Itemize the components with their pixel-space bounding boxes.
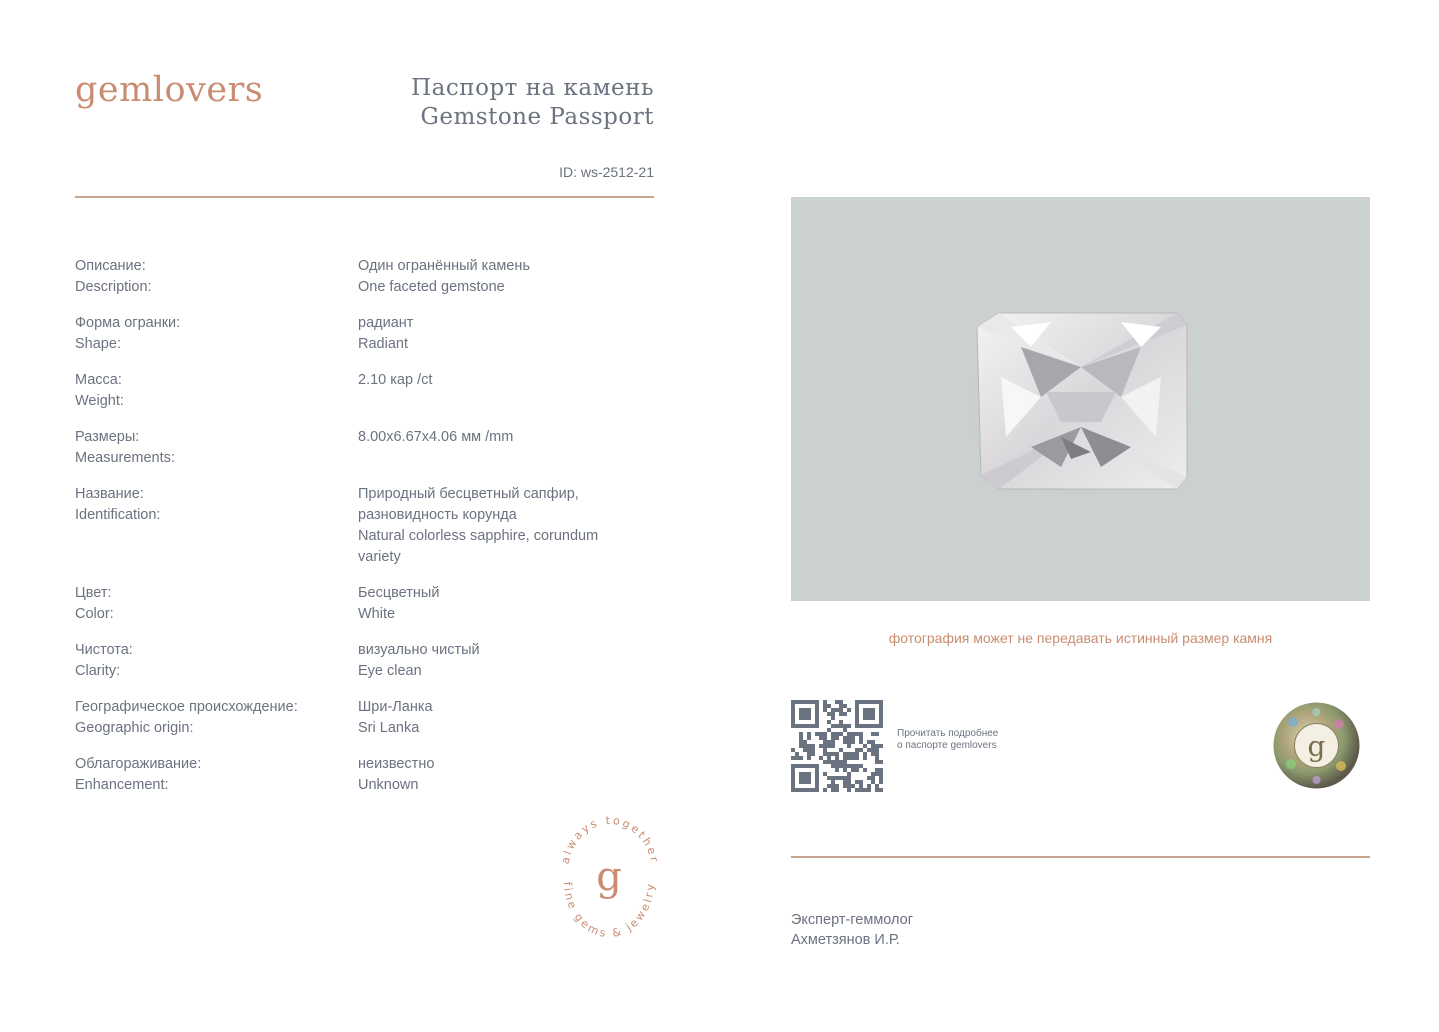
spec-value-line: White	[358, 606, 396, 622]
spec-value-line: Один огранённый камень	[358, 258, 530, 274]
spec-value	[358, 583, 648, 625]
spec-value-line: Шри-Ланка	[358, 699, 433, 715]
spec-label	[75, 370, 358, 412]
brand-stamp	[556, 812, 662, 946]
qr-caption-line1: Прочитать подробнее	[897, 728, 999, 739]
spec-label-en: Clarity:	[75, 663, 121, 679]
spec-label-en: Measurements:	[75, 450, 175, 466]
spec-label-ru: Цвет:	[75, 585, 112, 601]
spec-value-line: Unknown	[358, 777, 419, 793]
photo-disclaimer: фотография может не передавать истинный размер камня	[888, 630, 1273, 646]
spec-label-en: Color:	[75, 606, 114, 622]
gemstone-image	[791, 197, 1370, 601]
spec-label-ru: Облагораживание:	[75, 756, 202, 772]
header-divider	[75, 196, 654, 198]
spec-label-ru: Географическое происхождение:	[75, 699, 298, 715]
spec-label-en: Identification:	[75, 507, 161, 523]
spec-value	[358, 484, 648, 568]
spec-value-line: неизвестно	[358, 756, 435, 772]
spec-value-line: Бесцветный	[358, 585, 440, 601]
spec-value-line: One faceted gemstone	[358, 279, 505, 295]
expert-name: Ахметзянов И.Р.	[791, 932, 900, 948]
spec-row	[75, 583, 665, 625]
spec-label	[75, 754, 358, 796]
spec-label-ru: Форма огранки:	[75, 315, 181, 331]
spec-label	[75, 640, 358, 682]
spec-label-ru: Название:	[75, 486, 144, 502]
spec-label	[75, 484, 358, 568]
spec-row	[75, 427, 665, 469]
spec-value-line: Eye clean	[358, 663, 422, 679]
svg-text:g: g	[1307, 730, 1326, 763]
expert-role: Эксперт-геммолог	[791, 912, 914, 928]
spec-label-en: Geographic origin:	[75, 720, 194, 736]
spec-value-line: разновидность корунда	[358, 507, 517, 523]
spec-row	[75, 256, 665, 298]
spec-value-line: Radiant	[358, 336, 408, 352]
brand-logo: gemlovers	[75, 70, 264, 110]
spec-row	[75, 754, 665, 796]
spec-value	[358, 313, 648, 355]
spec-value	[358, 640, 648, 682]
footer-divider	[791, 856, 1370, 858]
hologram-seal-icon	[1273, 702, 1360, 789]
spec-label	[75, 427, 358, 469]
spec-value-line: 2.10 кар /ct	[358, 372, 433, 388]
hologram-seal	[1273, 702, 1360, 789]
spec-label-en: Weight:	[75, 393, 124, 409]
gemstone-photo	[791, 197, 1370, 601]
spec-row	[75, 697, 665, 739]
title-en: Gemstone Passport	[420, 104, 654, 130]
svg-text:g: g	[596, 854, 622, 900]
expert-signature	[791, 910, 913, 950]
spec-label	[75, 583, 358, 625]
spec-label	[75, 697, 358, 739]
spec-label-en: Enhancement:	[75, 777, 169, 793]
spec-label	[75, 313, 358, 355]
spec-value	[358, 754, 648, 796]
svg-text:always together: always together	[558, 813, 662, 866]
passport-title	[380, 74, 654, 132]
spec-label-ru: Описание:	[75, 258, 146, 274]
spec-label-en: Description:	[75, 279, 152, 295]
spec-row	[75, 370, 665, 412]
spec-label-en: Shape:	[75, 336, 121, 352]
spec-row	[75, 313, 665, 355]
spec-label	[75, 256, 358, 298]
title-ru: Паспорт на камень	[411, 75, 654, 101]
qr-code[interactable]	[791, 700, 883, 792]
spec-value-line: визуально чистый	[358, 642, 480, 658]
spec-value-line: variety	[358, 549, 401, 565]
spec-value-line: Natural colorless sapphire, corundum	[358, 528, 599, 544]
spec-label-ru: Размеры:	[75, 429, 140, 445]
spec-row	[75, 640, 665, 682]
spec-value	[358, 256, 648, 298]
spec-value	[358, 427, 648, 469]
spec-label-ru: Чистота:	[75, 642, 133, 658]
svg-text:fine gems & jewelry: fine gems & jewelry	[560, 881, 658, 941]
specs-table	[75, 256, 665, 811]
qr-code-icon	[791, 700, 883, 792]
spec-label-ru: Масса:	[75, 372, 122, 388]
qr-caption-line2: о паспорте gemlovers	[897, 740, 997, 751]
spec-value-line: Sri Lanka	[358, 720, 420, 736]
spec-value-line: радиант	[358, 315, 414, 331]
spec-value-line: 8.00х6.67х4.06 мм /mm	[358, 429, 514, 445]
spec-value-line: Природный бесцветный сапфир,	[358, 486, 579, 502]
spec-row	[75, 484, 665, 568]
brand-stamp-icon	[556, 812, 662, 946]
spec-value	[358, 370, 648, 412]
spec-value	[358, 697, 648, 739]
passport-id: ID: ws-2512-21	[559, 164, 654, 180]
qr-caption	[897, 728, 998, 752]
